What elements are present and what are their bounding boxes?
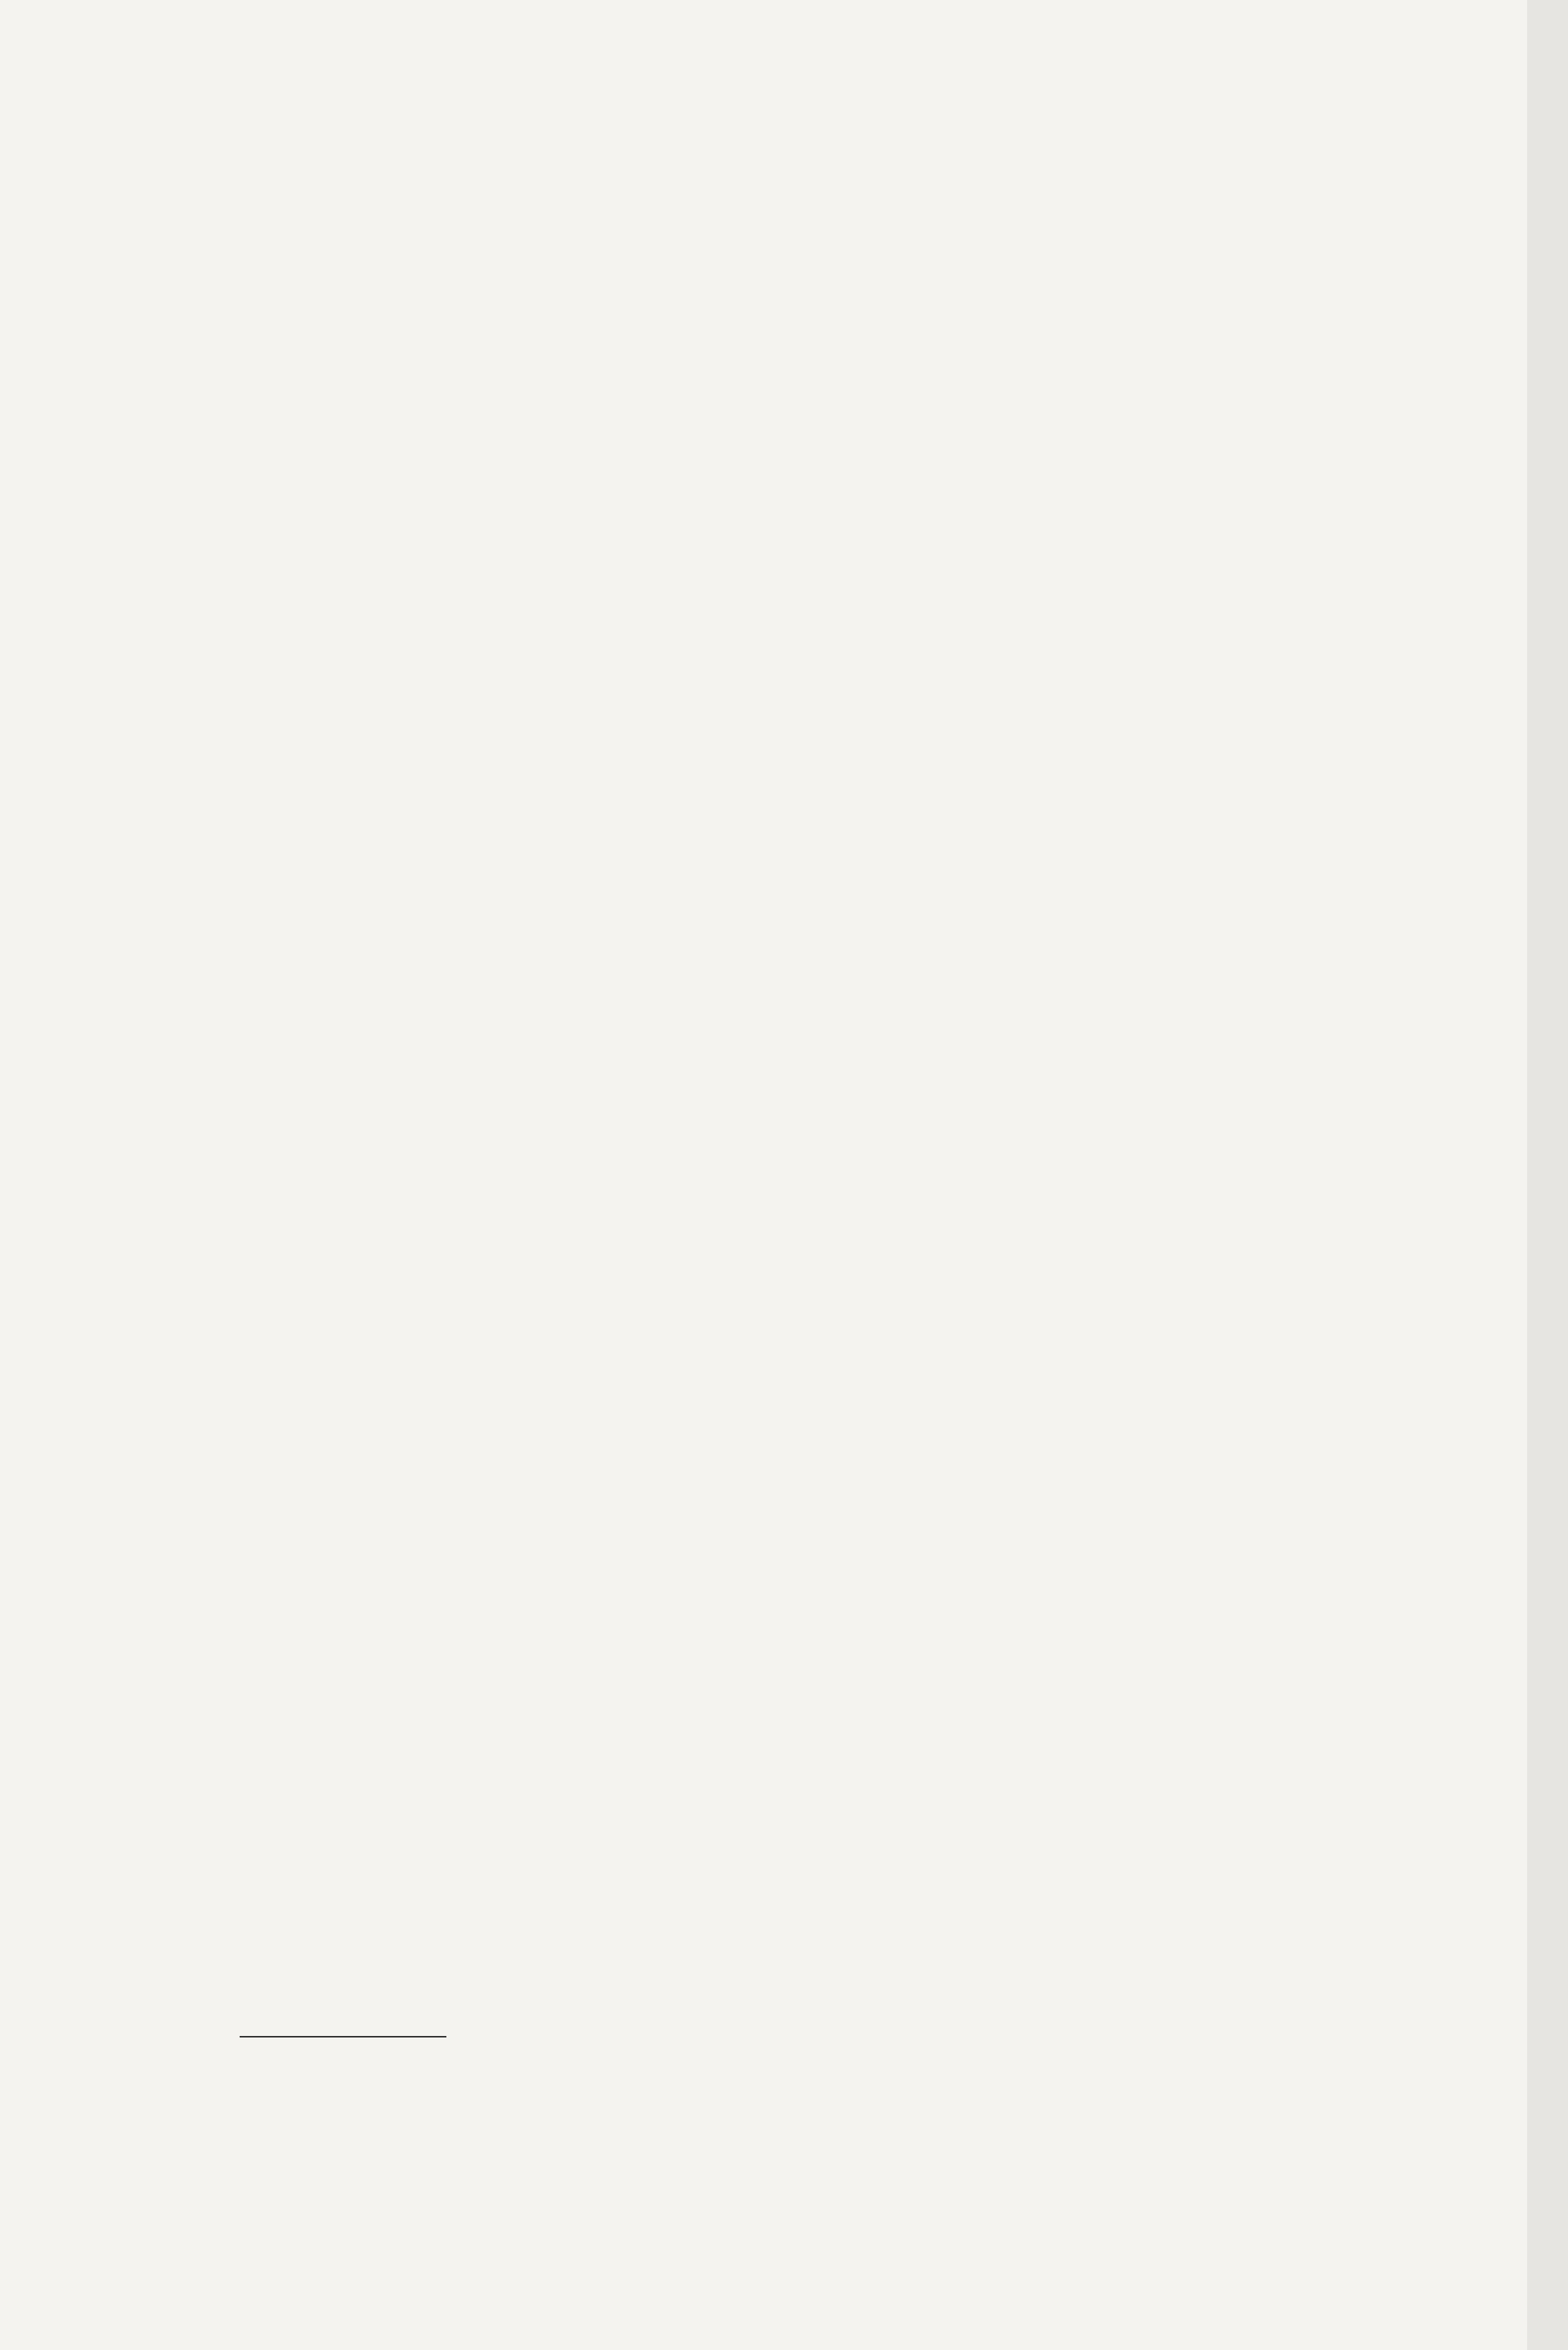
footnote-rule: [240, 2036, 446, 2037]
page-edge: [1527, 0, 1568, 2350]
